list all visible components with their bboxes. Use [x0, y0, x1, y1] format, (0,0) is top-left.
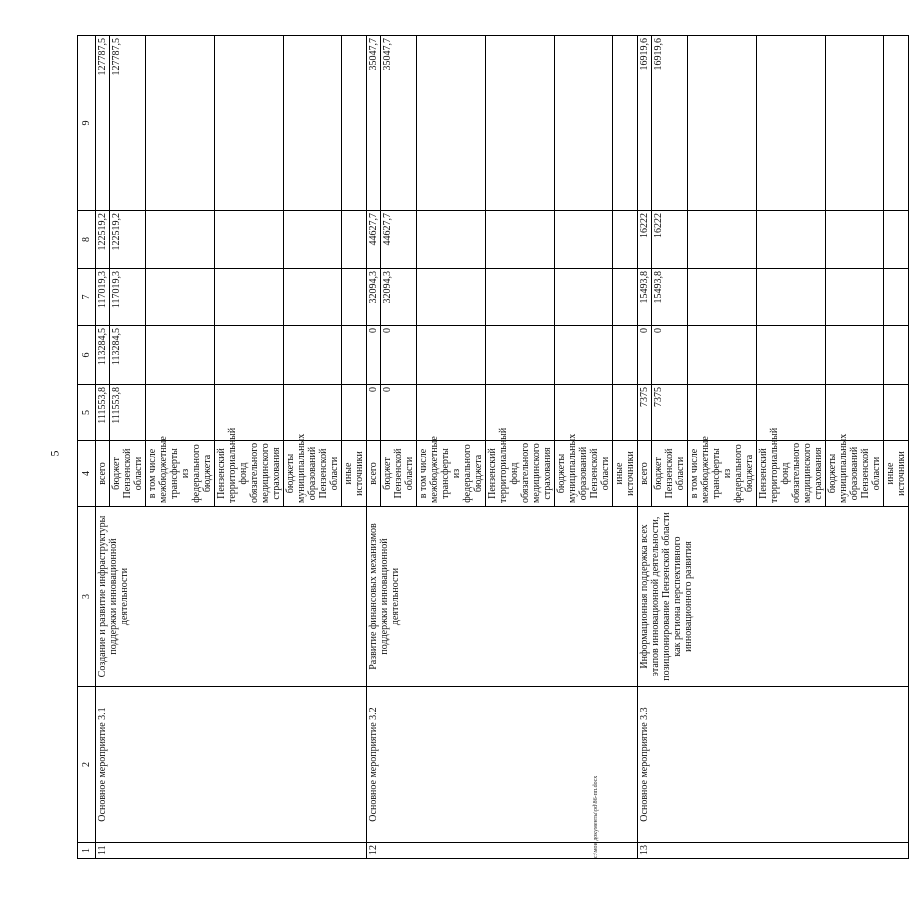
value-cell: 0: [367, 326, 381, 385]
value-cell: [215, 269, 284, 326]
source-cell: всего: [367, 441, 381, 507]
header-cell: 7: [78, 269, 96, 326]
header-cell: 5: [78, 385, 96, 441]
value-cell: [146, 326, 215, 385]
value-cell: [757, 211, 826, 269]
file-path-footer: c:\мои документы\рd\86-пп.docx: [593, 775, 599, 859]
source-cell: бюджет Пензенской области: [652, 441, 688, 507]
value-cell: 16222: [652, 211, 688, 269]
value-cell: 117019,3: [110, 269, 146, 326]
value-cell: [613, 211, 638, 269]
value-cell: [146, 211, 215, 269]
value-cell: [884, 211, 909, 269]
value-cell: [757, 269, 826, 326]
event-cell: Основное мероприятие 3.3: [638, 687, 909, 843]
value-cell: 44627,7: [367, 211, 381, 269]
value-cell: [284, 269, 342, 326]
value-cell: [555, 385, 613, 441]
value-cell: [417, 211, 486, 269]
description-cell: Информационная поддержка всех этапов инновационной деятельности, позиционирование Пензенской области как региона перспективного инновационного развития: [638, 507, 909, 687]
value-cell: 16222: [638, 211, 652, 269]
value-cell: [826, 211, 884, 269]
value-cell: [555, 326, 613, 385]
source-cell: Пензенский территориальный фонд обязательного медицинского страхования: [757, 441, 826, 507]
source-cell: бюджеты муниципальных образований Пензенской области: [555, 441, 613, 507]
event-cell: Основное мероприятие 3.1: [96, 687, 367, 843]
value-cell: 16919,6: [652, 36, 688, 211]
table-header-row: [78, 36, 96, 859]
value-cell: [486, 211, 555, 269]
value-cell: [284, 326, 342, 385]
value-cell: [486, 269, 555, 326]
value-cell: [613, 36, 638, 211]
value-cell: [688, 211, 757, 269]
row-number-cell: 13: [638, 843, 909, 859]
source-cell: Пензенский территориальный фонд обязательного медицинского страхования: [486, 441, 555, 507]
value-cell: [486, 326, 555, 385]
value-cell: 113284,5: [96, 326, 110, 385]
value-cell: [826, 326, 884, 385]
description-cell: Создание и развитие инфраструктуры поддержки инновационной деятельности: [96, 507, 367, 687]
value-cell: [215, 211, 284, 269]
value-cell: [146, 385, 215, 441]
value-cell: [884, 385, 909, 441]
value-cell: [757, 326, 826, 385]
value-cell: 127787,5: [110, 36, 146, 211]
value-cell: 0: [367, 385, 381, 441]
value-cell: [342, 211, 367, 269]
value-cell: [688, 269, 757, 326]
value-cell: [826, 36, 884, 211]
value-cell: 122519,2: [110, 211, 146, 269]
value-cell: [342, 385, 367, 441]
value-cell: [555, 211, 613, 269]
source-cell: иные источники: [884, 441, 909, 507]
header-cell: 1: [78, 843, 96, 859]
value-cell: 0: [381, 385, 417, 441]
value-cell: 44627,7: [381, 211, 417, 269]
value-cell: 7375: [638, 385, 652, 441]
value-cell: 16919,6: [638, 36, 652, 211]
source-cell: иные источники: [342, 441, 367, 507]
header-cell: 3: [78, 507, 96, 687]
value-cell: 111553,8: [96, 385, 110, 441]
value-cell: [826, 269, 884, 326]
value-cell: [417, 385, 486, 441]
value-cell: 113284,5: [110, 326, 146, 385]
row-number-cell: 12: [367, 843, 638, 859]
value-cell: [342, 326, 367, 385]
value-cell: 7375: [652, 385, 688, 441]
value-cell: [284, 385, 342, 441]
value-cell: 127787,5: [96, 36, 110, 211]
value-cell: [884, 326, 909, 385]
source-cell: в том числе межбюджетные трансферты из федерального бюджета: [417, 441, 486, 507]
value-cell: 122519,2: [96, 211, 110, 269]
value-cell: [146, 269, 215, 326]
value-cell: 35047,7: [367, 36, 381, 211]
value-cell: [757, 385, 826, 441]
value-cell: [613, 269, 638, 326]
value-cell: [688, 36, 757, 211]
value-cell: 32094,3: [367, 269, 381, 326]
table-row: [96, 36, 110, 859]
value-cell: 15493,8: [652, 269, 688, 326]
source-cell: в том числе межбюджетные трансферты из федерального бюджета: [688, 441, 757, 507]
value-cell: [884, 269, 909, 326]
value-cell: [884, 36, 909, 211]
description-cell: Развитие финансовых механизмов поддержки инновационной деятельности: [367, 507, 638, 687]
value-cell: [688, 326, 757, 385]
value-cell: [417, 269, 486, 326]
table-row: [367, 36, 381, 859]
table-row: [638, 36, 652, 859]
source-cell: Пензенский территориальный фонд обязательного медицинского страхования: [215, 441, 284, 507]
source-cell: бюджет Пензенской области: [110, 441, 146, 507]
source-cell: бюджеты муниципальных образований Пензенской области: [284, 441, 342, 507]
value-cell: [613, 326, 638, 385]
value-cell: [688, 385, 757, 441]
value-cell: 32094,3: [381, 269, 417, 326]
value-cell: 15493,8: [638, 269, 652, 326]
value-cell: [757, 36, 826, 211]
source-cell: всего: [638, 441, 652, 507]
value-cell: [342, 269, 367, 326]
source-cell: в том числе межбюджетные трансферты из федерального бюджета: [146, 441, 215, 507]
value-cell: 0: [652, 326, 688, 385]
source-cell: иные источники: [613, 441, 638, 507]
header-cell: 2: [78, 687, 96, 843]
value-cell: [555, 36, 613, 211]
value-cell: [215, 385, 284, 441]
page-number: 5: [47, 450, 62, 457]
header-cell: 6: [78, 326, 96, 385]
event-cell: Основное мероприятие 3.2: [367, 687, 638, 843]
header-cell: 8: [78, 211, 96, 269]
value-cell: [417, 36, 486, 211]
source-cell: бюджеты муниципальных образований Пензенской области: [826, 441, 884, 507]
value-cell: 111553,8: [110, 385, 146, 441]
value-cell: [284, 211, 342, 269]
value-cell: [417, 326, 486, 385]
value-cell: [555, 269, 613, 326]
header-cell: 9: [78, 36, 96, 211]
value-cell: [486, 385, 555, 441]
source-cell: бюджет Пензенской области: [381, 441, 417, 507]
value-cell: [826, 385, 884, 441]
source-cell: всего: [96, 441, 110, 507]
value-cell: [486, 36, 555, 211]
value-cell: [215, 326, 284, 385]
value-cell: [613, 385, 638, 441]
value-cell: [215, 36, 284, 211]
value-cell: 117019,3: [96, 269, 110, 326]
value-cell: 0: [638, 326, 652, 385]
header-cell: 4: [78, 441, 96, 507]
value-cell: 35047,7: [381, 36, 417, 211]
budget-table: [77, 35, 909, 859]
value-cell: 0: [381, 326, 417, 385]
value-cell: [284, 36, 342, 211]
value-cell: [146, 36, 215, 211]
row-number-cell: 11: [96, 843, 367, 859]
value-cell: [342, 36, 367, 211]
